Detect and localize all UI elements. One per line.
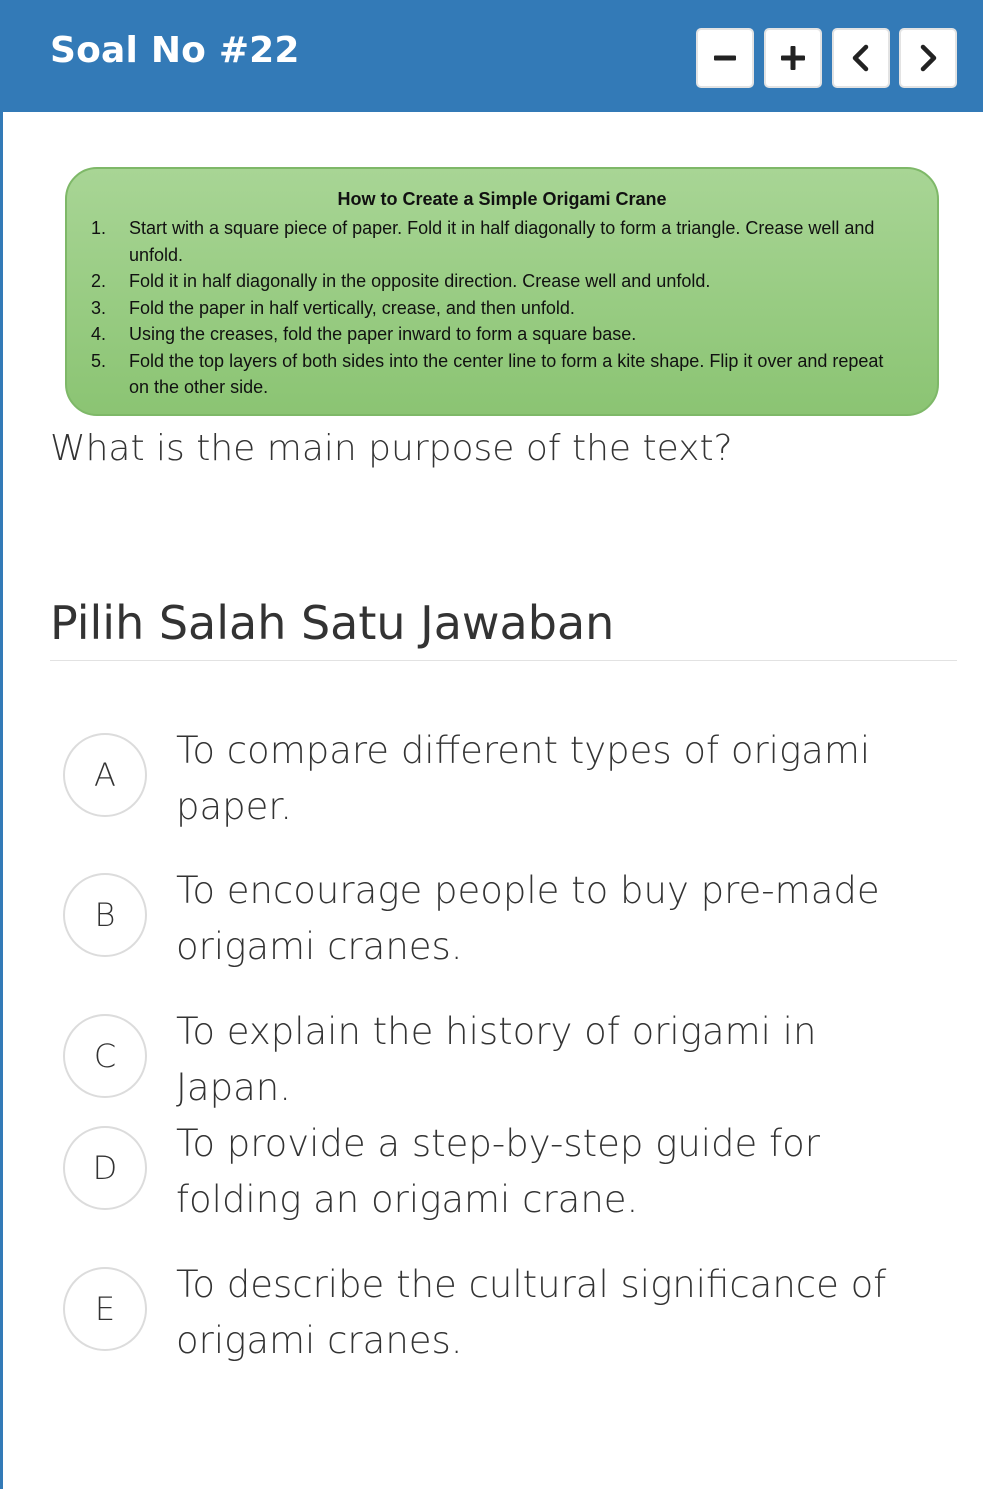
chevron-right-icon — [916, 44, 940, 72]
step-text: Fold the paper in half vertically, crease, and then unfold. — [129, 297, 575, 318]
zoom-in-button[interactable] — [764, 28, 822, 88]
option-text-c[interactable]: To explain the history of origami in Japan. — [176, 1010, 817, 1109]
chevron-left-icon — [849, 44, 873, 72]
option-letter-e[interactable]: E — [63, 1267, 147, 1351]
option-letter-b[interactable]: B — [63, 873, 147, 957]
question-number-title: Soal No #22 — [50, 30, 300, 71]
option-letter-a[interactable]: A — [63, 733, 147, 817]
previous-question-button[interactable] — [832, 28, 890, 88]
step-text: Start with a square piece of paper. Fold it in half diagonally to form a triangle. Crease well and unfold. — [129, 218, 875, 265]
option-text-b[interactable]: To encourage people to buy pre-made origami cranes. — [176, 869, 880, 968]
passage-steps-list — [91, 215, 891, 401]
option-text-d[interactable]: To provide a step-by-step guide for folding an origami crane. — [176, 1122, 820, 1221]
passage-step — [91, 295, 891, 322]
passage-step — [91, 348, 891, 401]
step-number: 5. — [91, 350, 107, 371]
step-text: Fold it in half diagonally in the opposite direction. Crease well and unfold. — [129, 271, 711, 291]
answer-section-heading: Pilih Salah Satu Jawaban — [50, 596, 615, 650]
section-divider — [50, 660, 957, 661]
step-number: 1. — [91, 218, 107, 238]
step-number: 4. — [91, 324, 107, 344]
step-text: Fold the top layers of both sides into the center line to form a kite shape. Flip it over and repeat on the other side. — [129, 350, 884, 397]
reading-passage-box — [65, 167, 939, 416]
step-text: Using the creases, fold the paper inward to form a square base. — [129, 324, 637, 344]
minus-icon — [712, 45, 738, 71]
passage-title: How to Create a Simple Origami Crane — [337, 189, 667, 209]
option-letter-c[interactable]: C — [63, 1014, 147, 1098]
plus-icon — [779, 44, 807, 72]
step-number: 2. — [91, 271, 107, 291]
question-header — [3, 0, 983, 112]
step-number: 3. — [91, 297, 107, 318]
option-text-a[interactable]: To compare different types of origami paper. — [176, 729, 871, 828]
question-text: What is the main purpose of the text? — [50, 428, 733, 469]
passage-step — [91, 215, 891, 268]
next-question-button[interactable] — [899, 28, 957, 88]
zoom-out-button[interactable] — [696, 28, 754, 88]
passage-step — [91, 268, 891, 295]
option-text-e[interactable]: To describe the cultural significance of origami cranes. — [176, 1263, 887, 1362]
option-letter-d[interactable]: D — [63, 1126, 147, 1210]
passage-step — [91, 321, 891, 348]
